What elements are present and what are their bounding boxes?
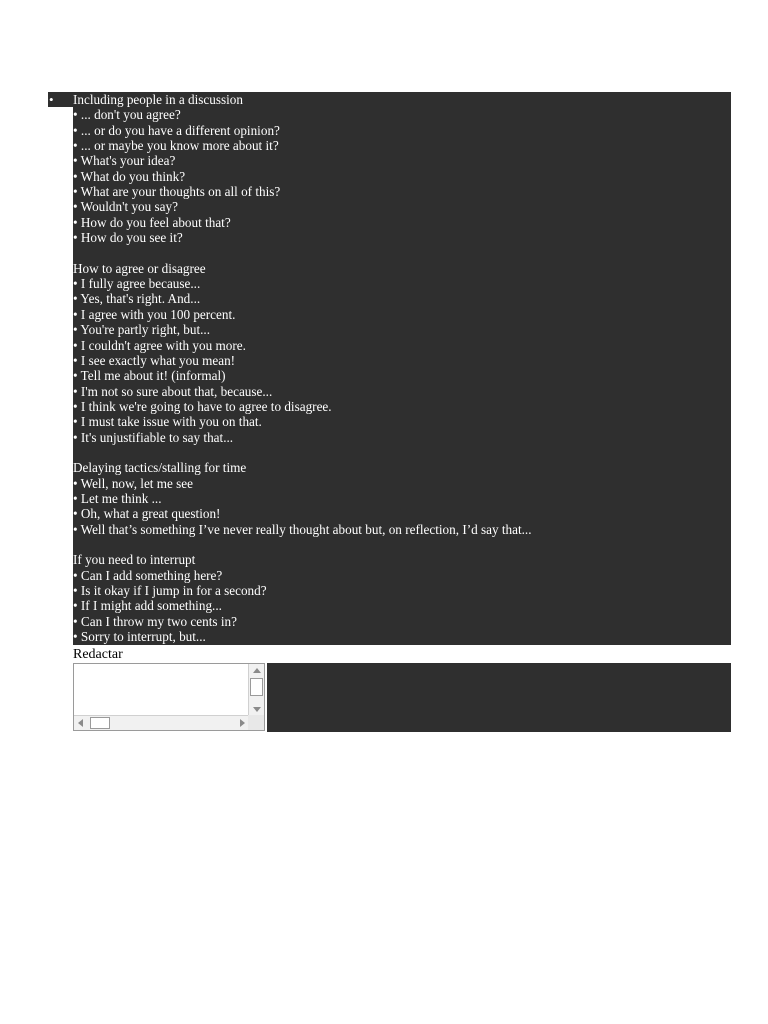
list-item: • I think we're going to have to agree to disagree. xyxy=(73,398,332,414)
phrases-content xyxy=(73,92,731,644)
scroll-right-icon[interactable] xyxy=(240,719,245,727)
list-item: • Can I add something here? xyxy=(73,567,223,583)
list-item: • Wouldn't you say? xyxy=(73,199,178,215)
list-item: • Well that’s something I’ve never really thought about but, on reflection, I’d say that... xyxy=(73,521,532,537)
list-item: • I'm not so sure about that, because... xyxy=(73,383,273,399)
section-heading: If you need to interrupt xyxy=(73,552,196,568)
list-item: • Sorry to interrupt, but... xyxy=(73,629,206,645)
section-spacer xyxy=(73,445,731,460)
section-heading: Delaying tactics/stalling for time xyxy=(73,460,247,476)
scrollbar-corner xyxy=(248,715,264,730)
scroll-left-icon[interactable] xyxy=(78,719,83,727)
list-item: • How do you see it? xyxy=(73,230,183,246)
list-item: • I agree with you 100 percent. xyxy=(73,306,236,322)
list-item: • ... don't you agree? xyxy=(73,107,181,123)
list-bullet xyxy=(48,92,73,107)
list-bullet-glyph: • xyxy=(49,92,54,107)
list-item: • What do you think? xyxy=(73,168,186,184)
list-item: • Let me think ... xyxy=(73,490,162,506)
list-item: • You're partly right, but... xyxy=(73,322,211,338)
list-item: • Well, now, let me see xyxy=(73,475,194,491)
phrases-panel xyxy=(73,92,731,645)
scroll-up-icon[interactable] xyxy=(253,668,261,673)
list-item: • Yes, that's right. And... xyxy=(73,291,201,307)
list-item: • If I might add something... xyxy=(73,598,222,614)
vertical-scroll-thumb[interactable] xyxy=(250,678,263,696)
list-item: • I see exactly what you mean! xyxy=(73,352,236,368)
list-item: • Tell me about it! (informal) xyxy=(73,368,226,384)
list-item: • I couldn't agree with you more. xyxy=(73,337,246,353)
horizontal-scroll-thumb[interactable] xyxy=(90,717,110,729)
list-item: • Oh, what a great question! xyxy=(73,506,221,522)
compose-textarea[interactable] xyxy=(74,664,249,716)
side-panel xyxy=(267,663,731,732)
scroll-down-icon[interactable] xyxy=(253,707,261,712)
list-item: • How do you feel about that? xyxy=(73,214,231,230)
compose-label: Redactar xyxy=(73,647,123,662)
list-item: • What are your thoughts on all of this? xyxy=(73,184,281,200)
horizontal-scrollbar[interactable] xyxy=(74,715,249,730)
vertical-scrollbar[interactable] xyxy=(248,664,264,716)
list-item: • Is it okay if I jump in for a second? xyxy=(73,583,267,598)
compose-textarea-container[interactable] xyxy=(73,663,265,731)
list-item: • It's unjustifiable to say that... xyxy=(73,429,234,445)
list-item: • Can I throw my two cents in? xyxy=(73,613,237,629)
list-item: • I fully agree because... xyxy=(73,276,201,292)
list-item: • I must take issue with you on that. xyxy=(73,414,262,430)
section-spacer xyxy=(73,245,731,260)
list-item: • What's your idea? xyxy=(73,153,176,169)
section-heading: Including people in a discussion xyxy=(73,92,243,107)
list-item: • ... or maybe you know more about it? xyxy=(73,138,279,154)
section-heading: How to agree or disagree xyxy=(73,260,206,276)
section-spacer xyxy=(73,537,731,552)
list-item: • ... or do you have a different opinion? xyxy=(73,122,280,138)
